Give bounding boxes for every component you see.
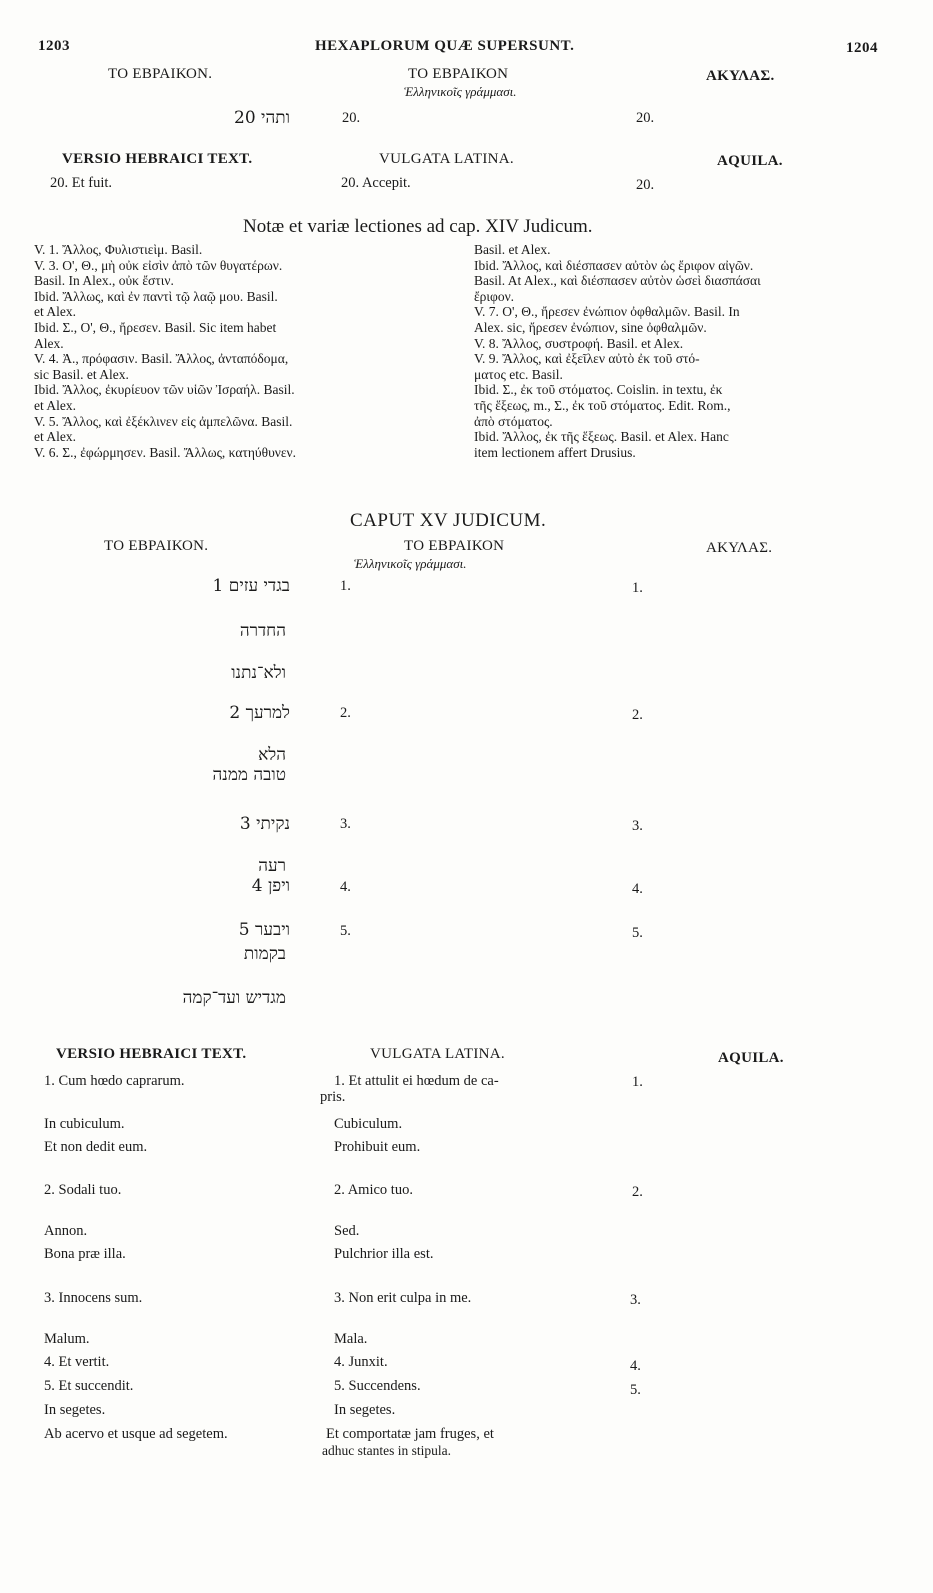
note-line: V. 8. Ἄλλος, συστροφή. Basil. et Alex. xyxy=(474,335,684,351)
caput-title: CAPUT XV JUDICUM. xyxy=(350,510,547,531)
note-line: sic Basil. et Alex. xyxy=(34,366,129,382)
note-line: Basil. et Alex. xyxy=(474,242,551,257)
hebrew-word: בקמות xyxy=(243,944,286,964)
notes-title: Notæ et variæ lectiones ad cap. XIV Judicum. xyxy=(243,216,593,237)
hebrew-word: למרעך 2 xyxy=(229,703,290,723)
verse-number: 4. xyxy=(340,879,351,895)
top-latin-col3-heading: AQUILA. xyxy=(717,153,783,169)
vulgata-line: Sed. xyxy=(334,1223,360,1239)
latin-version-line: 1. Cum hœdo caprarum. xyxy=(44,1073,185,1089)
vulgata-line: In segetes. xyxy=(334,1402,396,1418)
note-line: V. 5. Ἄλλος, καὶ ἐξέκλινεν εἰς ἀμπελῶνα. Basil. xyxy=(34,413,293,429)
latin-version-line: Bona præ illa. xyxy=(44,1246,126,1262)
latin-version-line: 2. Sodali tuo. xyxy=(44,1182,122,1198)
note-line: Ibid. Σ., ἐκ τοῦ στόματος. Coislin. in textu, ἐκ xyxy=(474,382,723,398)
top-latin-col1-heading: VERSIO HEBRAICI TEXT. xyxy=(62,151,253,167)
latin-version-line: Malum. xyxy=(44,1331,90,1347)
vulgata-line: Et comportatæ jam fruges, et xyxy=(326,1426,494,1442)
latin-version-line: In cubiculum. xyxy=(44,1116,125,1132)
verse-number: 3. xyxy=(340,816,351,832)
note-line: Basil. In Alex., οὐκ ἔστιν. xyxy=(34,273,174,289)
aquila-line: 4. xyxy=(630,1358,641,1374)
note-line: et Alex. xyxy=(34,304,76,320)
verse-number: 3. xyxy=(632,818,643,834)
note-line: Basil. At Alex., καὶ διέσπασεν αὐτὸν ὡσεὶ διασπάσαι xyxy=(474,273,761,289)
vulgata-line: 3. Non erit culpa in me. xyxy=(334,1290,472,1306)
aquila-line: 1. xyxy=(632,1074,643,1090)
top-latin-col1-text: 20. Et fuit. xyxy=(50,175,113,191)
caput-latin-col1-heading: VERSIO HEBRAICI TEXT. xyxy=(56,1046,247,1062)
top-col2-number: 20. xyxy=(342,110,361,126)
hebrew-word: בגדי עזים 1 xyxy=(212,576,290,596)
aquila-line: 2. xyxy=(632,1184,643,1200)
verse-number: 1. xyxy=(632,580,643,596)
caput-col2-heading: ΤΟ ΕΒΡΑΙΚΟΝ xyxy=(404,538,505,554)
hebrew-word: הלא xyxy=(258,745,286,765)
note-line: τῆς ἕξεως, m., Σ., ἐκ τοῦ στόματος. Edit. Rom., xyxy=(474,397,731,413)
note-line: Ibid. Ἄλλος, ἐκυρίευον τῶν υἱῶν Ἰσραήλ. Basil. xyxy=(34,382,295,398)
top-latin-col2-heading: VULGATA LATINA. xyxy=(379,151,514,167)
note-line: V. 1. Ἄλλος, Φυλιστιεὶμ. Basil. xyxy=(34,242,203,257)
top-col3-number: 20. xyxy=(636,110,655,126)
note-line: Alex. xyxy=(34,335,64,351)
note-line: et Alex. xyxy=(34,397,76,413)
note-line: V. 6. Σ., ἐφώρμησεν. Basil. Ἄλλως, κατηύθυνεν. xyxy=(34,444,297,460)
verse-number: 5. xyxy=(632,925,643,941)
hebrew-word: נקיתי 3 xyxy=(239,814,290,834)
top-col2-heading: ΤΟ ΕΒΡΑΙΚΟΝ xyxy=(408,66,509,82)
verse-number: 2. xyxy=(632,707,643,723)
latin-version-line: Annon. xyxy=(44,1223,88,1239)
note-line: V. 7. Ο', Θ., ἤρεσεν ἐνώπιον ὀφθαλμῶν. Basil. In xyxy=(474,304,740,320)
top-col3-heading: ΑΚΥΛΑΣ. xyxy=(706,68,775,84)
notes-right-column xyxy=(474,242,914,460)
page-number-left: 1203 xyxy=(38,38,70,54)
vulgata-line: 2. Amico tuo. xyxy=(334,1182,413,1198)
hebrew-word: החדרה xyxy=(239,621,286,641)
aquila-line: 3. xyxy=(630,1292,641,1308)
vulgata-line: Pulchrior illa est. xyxy=(334,1246,434,1262)
note-line: ματος etc. Basil. xyxy=(474,366,563,382)
latin-version-line: 5. Et succendit. xyxy=(44,1378,134,1394)
notes-left-column xyxy=(34,242,464,460)
hebrew-word: ולא־נתנו xyxy=(231,663,286,683)
hebrew-word: רעה xyxy=(258,856,286,876)
note-line: et Alex. xyxy=(34,429,76,445)
aquila-line: 5. xyxy=(630,1382,641,1398)
hebrew-word: מגדיש ועד־קמה xyxy=(182,988,286,1008)
vulgata-line: Prohibuit eum. xyxy=(334,1139,421,1155)
verse-number: 4. xyxy=(632,881,643,897)
note-line: V. 9. Ἄλλος, καὶ ἐξεῖλεν αὐτὸ ἐκ τοῦ στό- xyxy=(474,351,700,367)
top-hebrew-line: ותהי 20 xyxy=(234,108,290,128)
caput-col2-subheading: Ἑλληνικοῖς γράμμασι. xyxy=(354,556,467,571)
note-line: Ibid. Ἄλλως, καὶ ἐν παντὶ τῷ λαῷ μου. Basil. xyxy=(34,288,278,304)
latin-version-line: 3. Innocens sum. xyxy=(44,1290,143,1306)
vulgata-line: adhuc stantes in stipula. xyxy=(322,1443,451,1458)
vulgata-line: 1. Et attulit ei hœdum de ca- xyxy=(334,1073,499,1089)
top-latin-col3-text: 20. xyxy=(636,177,655,193)
page-number-right: 1204 xyxy=(846,40,878,56)
latin-version-line: In segetes. xyxy=(44,1402,106,1418)
top-col2-subheading: Ἑλληνικοῖς γράμμασι. xyxy=(404,84,517,99)
note-line: Ibid. Ἄλλος, καὶ διέσπασεν αὐτὸν ὡς ἔριφον αἰγῶν. xyxy=(474,257,754,273)
vulgata-line: pris. xyxy=(320,1089,346,1105)
vulgata-line: 4. Junxit. xyxy=(334,1354,388,1370)
note-line: Ibid. Σ., Ο', Θ., ἤρεσεν. Basil. Sic item habet xyxy=(34,319,277,335)
latin-version-line: Et non dedit eum. xyxy=(44,1139,148,1155)
note-line: V. 3. Ο', Θ., μὴ οὐκ εἰσὶν ἀπὸ τῶν θυγατέρων. xyxy=(34,257,283,273)
vulgata-line: 5. Succendens. xyxy=(334,1378,421,1394)
note-line: Alex. sic, ἤρεσεν ἐνώπιον, sine ὀφθαλμῶν. xyxy=(474,319,707,335)
caput-col1-heading: ΤΟ ΕΒΡΑΙΚΟΝ. xyxy=(104,538,209,554)
vulgata-line: Cubiculum. xyxy=(334,1116,403,1132)
hebrew-word: ויפן 4 xyxy=(251,876,290,896)
caput-latin-col3-heading: AQUILA. xyxy=(718,1050,784,1066)
running-title: HEXAPLORUM QUÆ SUPERSUNT. xyxy=(315,38,575,54)
verse-number: 2. xyxy=(340,705,351,721)
note-line: V. 4. Ἀ., πρόφασιν. Basil. Ἄλλος, ἀνταπόδομα, xyxy=(34,351,289,367)
note-line: ἀπὸ στόματος. xyxy=(474,413,553,429)
latin-version-line: 4. Et vertit. xyxy=(44,1354,110,1370)
hebrew-word: ויבער 5 xyxy=(238,920,290,940)
top-col1-heading: ΤΟ ΕΒΡΑΙΚΟΝ. xyxy=(108,66,213,82)
top-latin-col2-text: 20. Accepit. xyxy=(341,175,411,191)
caput-latin-col2-heading: VULGATA LATINA. xyxy=(370,1046,505,1062)
vulgata-line: Mala. xyxy=(334,1331,368,1347)
caput-col3-heading: ΑΚΥΛΑΣ. xyxy=(706,540,773,556)
verse-number: 1. xyxy=(340,578,351,594)
hebrew-word: טובה ממנה xyxy=(212,765,286,785)
verse-number: 5. xyxy=(340,923,351,939)
note-line: item lectionem affert Drusius. xyxy=(474,444,636,460)
note-line: ἔριφον. xyxy=(474,288,515,304)
note-line: Ibid. Ἄλλος, ἐκ τῆς ἕξεως. Basil. et Alex. Hanc xyxy=(474,429,729,445)
latin-version-line: Ab acervo et usque ad segetem. xyxy=(44,1426,228,1442)
